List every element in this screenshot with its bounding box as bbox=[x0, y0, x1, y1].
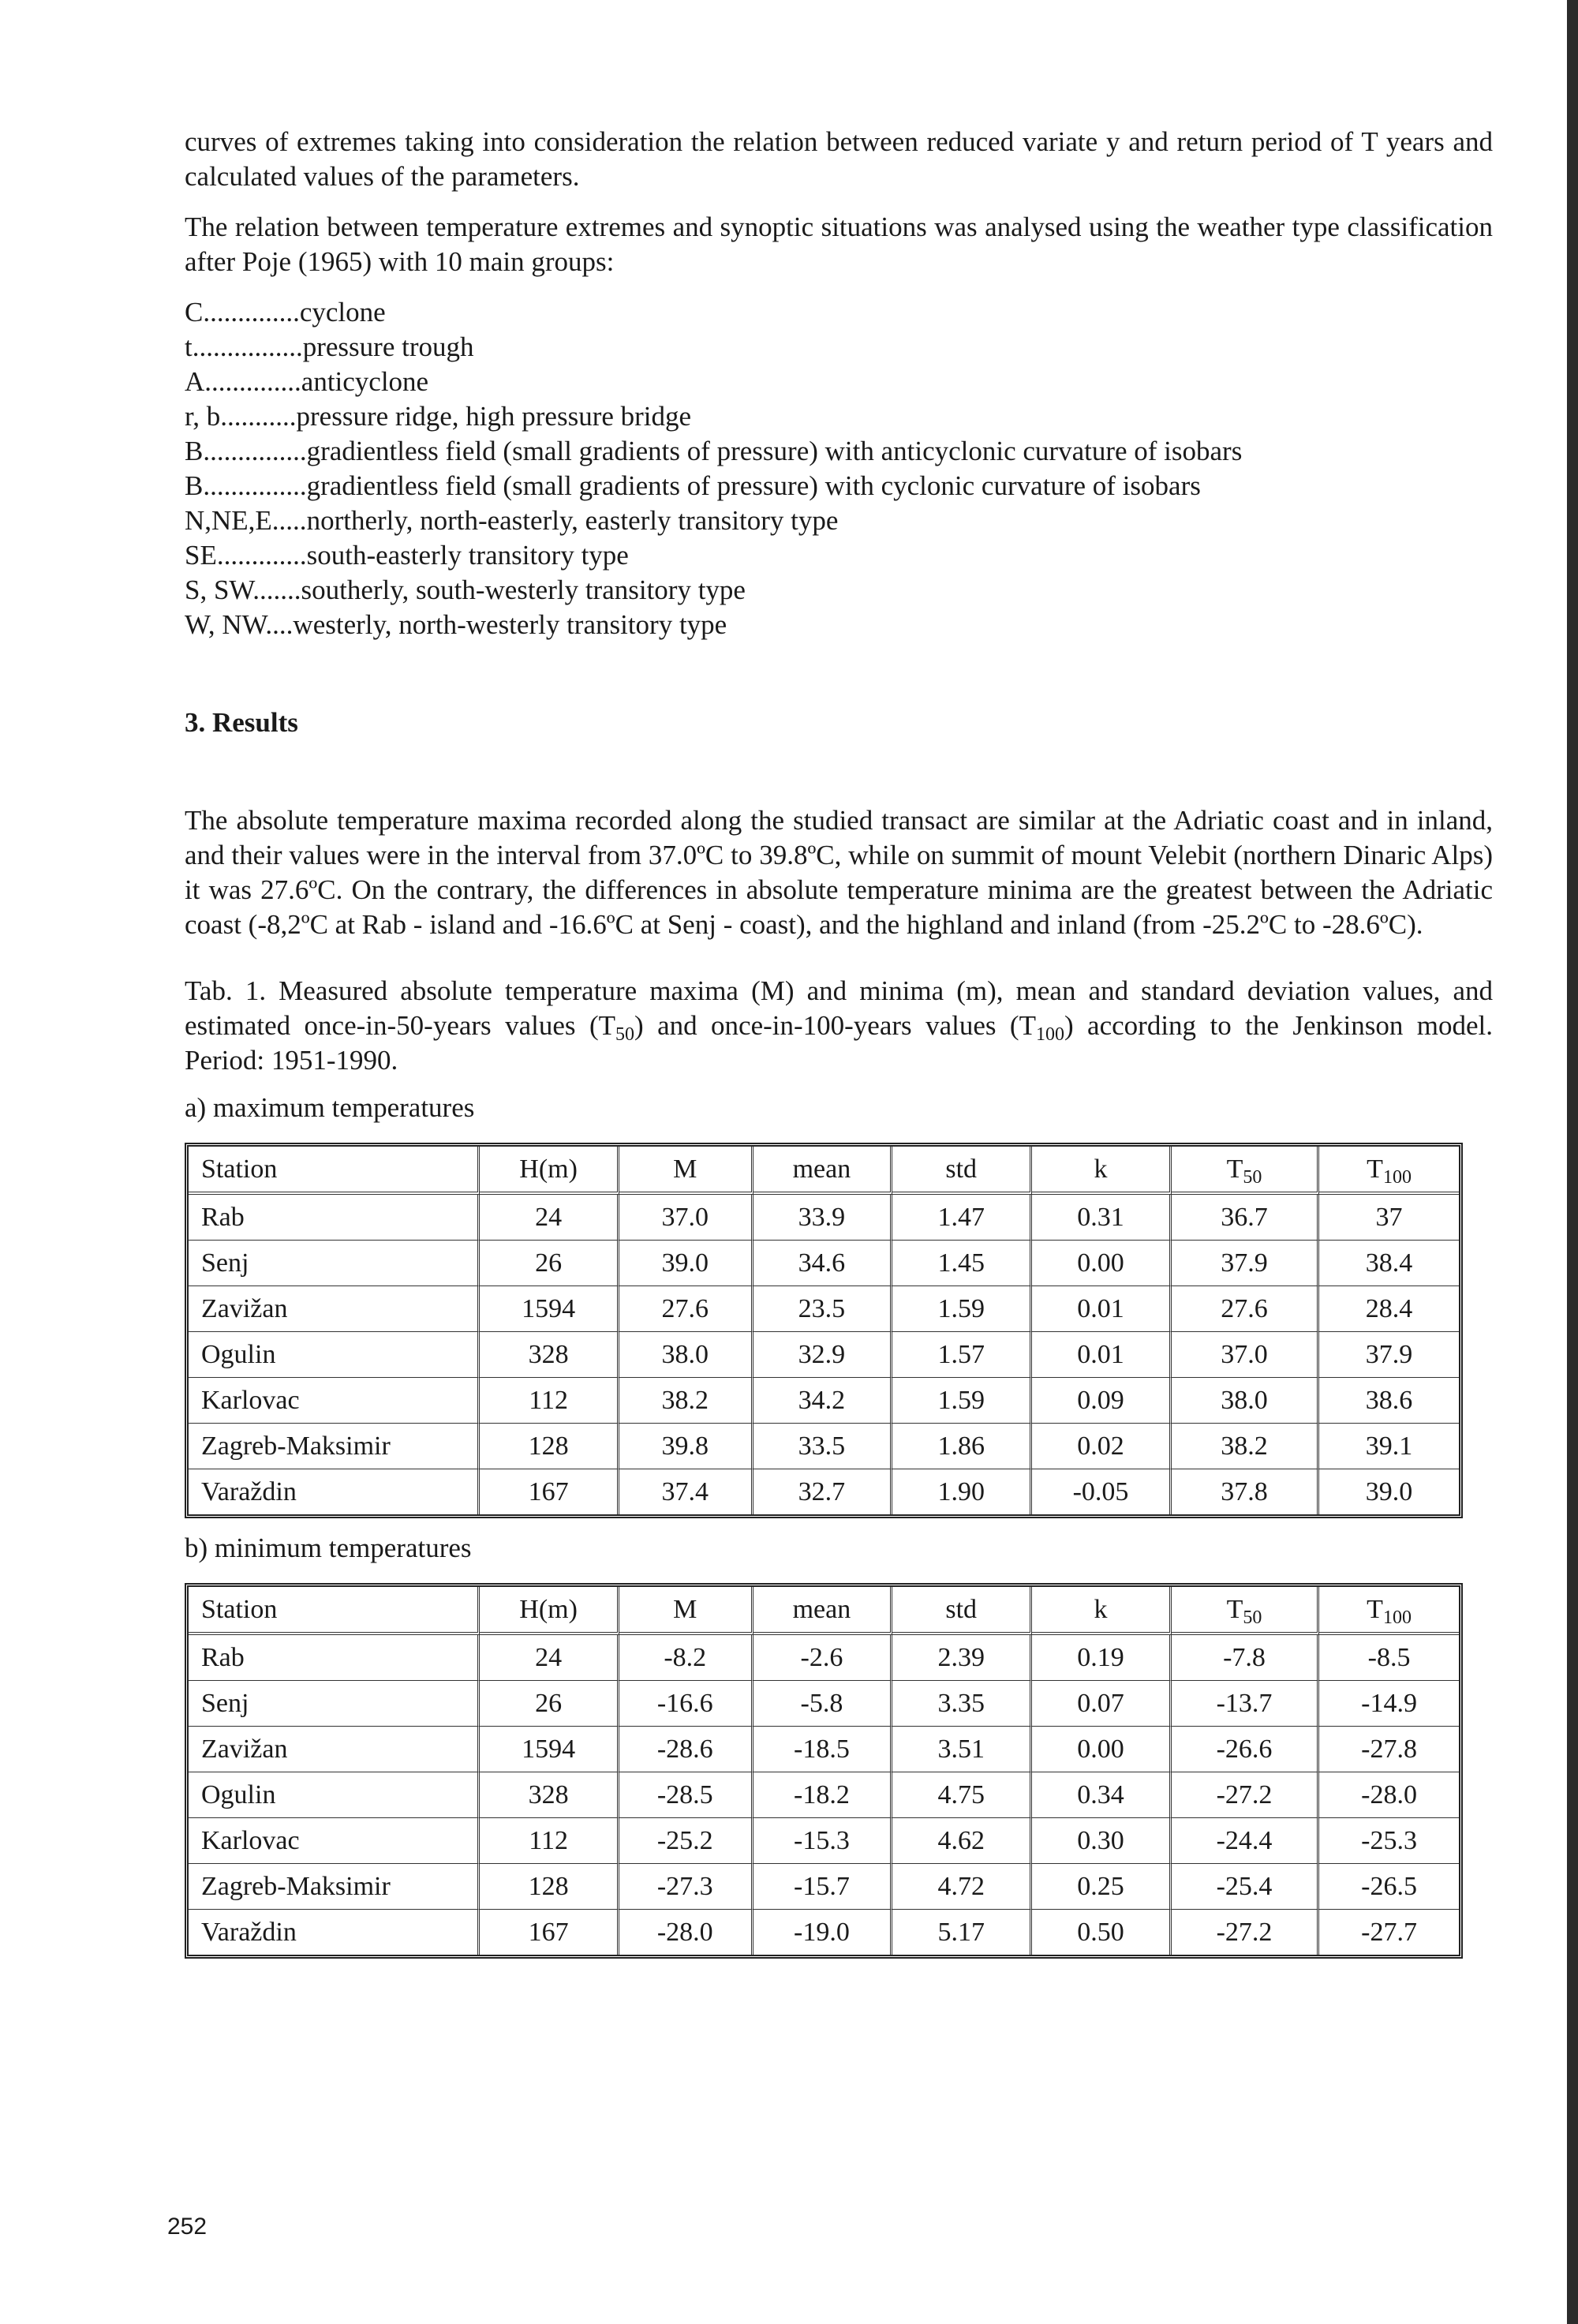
value-cell: 37 bbox=[1319, 1195, 1459, 1241]
value-cell: 1.59 bbox=[892, 1286, 1032, 1332]
value-cell: -25.3 bbox=[1319, 1818, 1459, 1864]
value-cell: 38.4 bbox=[1319, 1241, 1459, 1286]
value-cell: 112 bbox=[480, 1378, 619, 1424]
page-content bbox=[185, 125, 1493, 1959]
value-cell: 0.00 bbox=[1032, 1241, 1172, 1286]
station-cell: Zagreb-Maksimir bbox=[189, 1424, 480, 1469]
value-cell: 0.34 bbox=[1032, 1772, 1172, 1818]
station-cell: Zavižan bbox=[189, 1727, 480, 1772]
value-cell: -24.4 bbox=[1172, 1818, 1319, 1864]
col-header-mean: mean bbox=[753, 1147, 893, 1195]
value-cell: 2.39 bbox=[892, 1635, 1032, 1681]
value-cell: -26.5 bbox=[1319, 1864, 1459, 1910]
value-cell: -2.6 bbox=[753, 1635, 893, 1681]
value-cell: 34.2 bbox=[753, 1378, 893, 1424]
table-max bbox=[185, 1143, 1463, 1518]
col-header-std: std bbox=[892, 1587, 1032, 1635]
value-cell: 39.8 bbox=[619, 1424, 753, 1469]
value-cell: -7.8 bbox=[1172, 1635, 1319, 1681]
value-cell: 1.45 bbox=[892, 1241, 1032, 1286]
page-edge bbox=[1567, 0, 1578, 2324]
list-item: S, SW.......southerly, south-westerly transitory type bbox=[185, 574, 746, 605]
value-cell: 1.90 bbox=[892, 1469, 1032, 1514]
value-cell: 5.17 bbox=[892, 1910, 1032, 1955]
table-caption: Tab. 1. Measured absolute temperature maxima (M) and minima (m), mean and standard deviation values, and estimated once-in-50-years values $(T_{50})$ and once-in-100-years values $(T_{100})$ according to the Jenkinson model. Period: 1951-1990. bbox=[185, 975, 1493, 1076]
table-row bbox=[189, 1910, 1459, 1955]
col-header-h: H(m) bbox=[480, 1147, 619, 1195]
intro-paragraph-1: curves of extremes taking into consideration the relation between reduced variate y and return period of T years and calculated values of the parameters. bbox=[185, 126, 1493, 192]
value-cell: -27.2 bbox=[1172, 1772, 1319, 1818]
station-cell: Karlovac bbox=[189, 1378, 480, 1424]
value-cell: 37.0 bbox=[1172, 1332, 1319, 1378]
value-cell: -16.6 bbox=[619, 1681, 753, 1727]
value-cell: 0.30 bbox=[1032, 1818, 1172, 1864]
list-item: N,NE,E.....northerly, north-easterly, easterly transitory type bbox=[185, 505, 839, 536]
value-cell: 33.5 bbox=[753, 1424, 893, 1469]
value-cell: 32.9 bbox=[753, 1332, 893, 1378]
value-cell: 1.59 bbox=[892, 1378, 1032, 1424]
value-cell: 39.0 bbox=[619, 1241, 753, 1286]
value-cell: -27.2 bbox=[1172, 1910, 1319, 1955]
value-cell: 38.0 bbox=[1172, 1378, 1319, 1424]
value-cell: 27.6 bbox=[1172, 1286, 1319, 1332]
table-row bbox=[189, 1818, 1459, 1864]
col-header-m: M bbox=[619, 1147, 753, 1195]
list-item: A..............anticyclone bbox=[185, 366, 429, 397]
value-cell: 1.86 bbox=[892, 1424, 1032, 1469]
station-cell: Senj bbox=[189, 1681, 480, 1727]
value-cell: -25.4 bbox=[1172, 1864, 1319, 1910]
station-cell: Varaždin bbox=[189, 1910, 480, 1955]
list-item: B...............gradientless field (small gradients of pressure) with anticyclonic curvature of isobars bbox=[185, 436, 1243, 466]
table-row bbox=[189, 1424, 1459, 1469]
value-cell: 4.72 bbox=[892, 1864, 1032, 1910]
value-cell: 36.7 bbox=[1172, 1195, 1319, 1241]
value-cell: 0.02 bbox=[1032, 1424, 1172, 1469]
value-cell: 27.6 bbox=[619, 1286, 753, 1332]
table-row bbox=[189, 1378, 1459, 1424]
table-row bbox=[189, 1469, 1459, 1514]
list-item: r, b...........pressure ridge, high pressure bridge bbox=[185, 401, 692, 432]
list-item: B...............gradientless field (small gradients of pressure) with cyclonic curvature of isobars bbox=[185, 470, 1201, 501]
value-cell: 34.6 bbox=[753, 1241, 893, 1286]
list-item: SE.............south-easterly transitory type bbox=[185, 540, 629, 571]
station-cell: Rab bbox=[189, 1195, 480, 1241]
table-row bbox=[189, 1727, 1459, 1772]
table-row bbox=[189, 1635, 1459, 1681]
value-cell: 33.9 bbox=[753, 1195, 893, 1241]
station-cell: Zavižan bbox=[189, 1286, 480, 1332]
value-cell: 37.4 bbox=[619, 1469, 753, 1514]
value-cell: 0.31 bbox=[1032, 1195, 1172, 1241]
value-cell: 0.01 bbox=[1032, 1286, 1172, 1332]
value-cell: 23.5 bbox=[753, 1286, 893, 1332]
value-cell: 24 bbox=[480, 1195, 619, 1241]
value-cell: -8.5 bbox=[1319, 1635, 1459, 1681]
col-header-station: Station bbox=[189, 1587, 480, 1635]
value-cell: -8.2 bbox=[619, 1635, 753, 1681]
table-max-wrapper bbox=[185, 1143, 1493, 1518]
list-item: W, NW....westerly, north-westerly transitory type bbox=[185, 609, 727, 640]
col-header-mean: mean bbox=[753, 1587, 893, 1635]
value-cell: 0.09 bbox=[1032, 1378, 1172, 1424]
value-cell: 26 bbox=[480, 1681, 619, 1727]
value-cell: 37.0 bbox=[619, 1195, 753, 1241]
list-item: t................pressure trough bbox=[185, 331, 474, 362]
col-header-k: k bbox=[1032, 1147, 1172, 1195]
value-cell: -28.0 bbox=[1319, 1772, 1459, 1818]
value-cell: -27.3 bbox=[619, 1864, 753, 1910]
value-cell: 1594 bbox=[480, 1286, 619, 1332]
value-cell: 0.00 bbox=[1032, 1727, 1172, 1772]
value-cell: 4.62 bbox=[892, 1818, 1032, 1864]
value-cell: 1.57 bbox=[892, 1332, 1032, 1378]
col-header-t100: $T_{100}$ bbox=[1319, 1147, 1459, 1195]
value-cell: 38.2 bbox=[619, 1378, 753, 1424]
value-cell: 37.9 bbox=[1172, 1241, 1319, 1286]
value-cell: 3.35 bbox=[892, 1681, 1032, 1727]
results-paragraph: The absolute temperature maxima recorded along the studied transact are similar at the Adriatic coast and in inland, and their values were in the interval from 37.0ºC to 39.8ºC, while on summit of mount Velebit (northern Dinaric Alps) it was 27.6ºC. On the contrary, the differences in absolute temperature minima are the greatest between the Adriatic coast (-8,2ºC at Rab - island and -16.6ºC at Senj - coast), and the highland and inland (from -25.2ºC to -28.6ºC). bbox=[185, 805, 1493, 940]
page-number: 252 bbox=[167, 2214, 208, 2240]
value-cell: 0.07 bbox=[1032, 1681, 1172, 1727]
station-cell: Senj bbox=[189, 1241, 480, 1286]
value-cell: -5.8 bbox=[753, 1681, 893, 1727]
value-cell: 38.0 bbox=[619, 1332, 753, 1378]
table-row bbox=[189, 1241, 1459, 1286]
value-cell: 167 bbox=[480, 1910, 619, 1955]
col-header-k: k bbox=[1032, 1587, 1172, 1635]
station-cell: Karlovac bbox=[189, 1818, 480, 1864]
value-cell: 128 bbox=[480, 1864, 619, 1910]
value-cell: -19.0 bbox=[753, 1910, 893, 1955]
value-cell: -28.6 bbox=[619, 1727, 753, 1772]
station-cell: Rab bbox=[189, 1635, 480, 1681]
table-row bbox=[189, 1332, 1459, 1378]
table-row bbox=[189, 1772, 1459, 1818]
value-cell: 112 bbox=[480, 1818, 619, 1864]
station-cell: Ogulin bbox=[189, 1332, 480, 1378]
col-header-m: M bbox=[619, 1587, 753, 1635]
col-header-t50: $T_{50}$ bbox=[1172, 1147, 1319, 1195]
value-cell: 24 bbox=[480, 1635, 619, 1681]
value-cell: -27.7 bbox=[1361, 1917, 1417, 1947]
value-cell: 39.1 bbox=[1319, 1424, 1459, 1469]
col-header-std: std bbox=[892, 1147, 1032, 1195]
table-row bbox=[189, 1864, 1459, 1910]
station-cell: Zagreb-Maksimir bbox=[189, 1864, 480, 1910]
col-header-h: H(m) bbox=[480, 1587, 619, 1635]
list-item: C..............cyclone bbox=[185, 297, 386, 327]
value-cell: 328 bbox=[480, 1772, 619, 1818]
value-cell: -25.2 bbox=[619, 1818, 753, 1864]
table-min-wrapper bbox=[185, 1583, 1493, 1959]
weather-type-list bbox=[185, 295, 1493, 642]
value-cell: -18.2 bbox=[753, 1772, 893, 1818]
value-cell: -26.6 bbox=[1172, 1727, 1319, 1772]
value-cell: 0.01 bbox=[1032, 1332, 1172, 1378]
station-cell: Varaždin bbox=[189, 1469, 480, 1514]
value-cell: 167 bbox=[480, 1469, 619, 1514]
section-heading: 3. Results bbox=[185, 707, 298, 738]
table-max-label: a) maximum temperatures bbox=[185, 1092, 475, 1123]
value-cell: -0.05 bbox=[1032, 1469, 1172, 1514]
value-cell: 1.47 bbox=[892, 1195, 1032, 1241]
value-cell: 4.75 bbox=[892, 1772, 1032, 1818]
value-cell: 128 bbox=[480, 1424, 619, 1469]
value-cell: -28.0 bbox=[619, 1910, 753, 1955]
value-cell: -14.9 bbox=[1319, 1681, 1459, 1727]
value-cell: 28.4 bbox=[1319, 1286, 1459, 1332]
intro-paragraph-2: The relation between temperature extremes and synoptic situations was analysed using the weather type classification after Poje (1965) with 10 main groups: bbox=[185, 211, 1493, 277]
col-header-t100: $T_{100}$ bbox=[1319, 1587, 1459, 1635]
table-min bbox=[185, 1583, 1463, 1959]
value-cell: 37.8 bbox=[1172, 1469, 1319, 1514]
value-cell: 37.9 bbox=[1319, 1332, 1459, 1378]
value-cell: 38.2 bbox=[1172, 1424, 1319, 1469]
value-cell: -28.5 bbox=[619, 1772, 753, 1818]
table-row bbox=[189, 1681, 1459, 1727]
table-max-body bbox=[189, 1195, 1459, 1514]
col-header-station: Station bbox=[189, 1147, 480, 1195]
value-cell: 39.0 bbox=[1365, 1476, 1413, 1506]
value-cell: 3.51 bbox=[892, 1727, 1032, 1772]
table-header-row bbox=[189, 1147, 1459, 1195]
value-cell: -18.5 bbox=[753, 1727, 893, 1772]
value-cell: -15.3 bbox=[753, 1818, 893, 1864]
col-header-t50: $T_{50}$ bbox=[1172, 1587, 1319, 1635]
table-min-label: b) minimum temperatures bbox=[185, 1532, 472, 1563]
value-cell: 0.25 bbox=[1032, 1864, 1172, 1910]
station-cell: Ogulin bbox=[189, 1772, 480, 1818]
value-cell: 0.19 bbox=[1032, 1635, 1172, 1681]
value-cell: 32.7 bbox=[753, 1469, 893, 1514]
value-cell: 38.6 bbox=[1319, 1378, 1459, 1424]
table-header-row bbox=[189, 1587, 1459, 1635]
value-cell: -27.8 bbox=[1319, 1727, 1459, 1772]
value-cell: 0.50 bbox=[1032, 1910, 1172, 1955]
table-row bbox=[189, 1195, 1459, 1241]
value-cell: 328 bbox=[480, 1332, 619, 1378]
value-cell: -13.7 bbox=[1172, 1681, 1319, 1727]
value-cell: -15.7 bbox=[753, 1864, 893, 1910]
value-cell: 1594 bbox=[480, 1727, 619, 1772]
value-cell: 26 bbox=[480, 1241, 619, 1286]
table-row bbox=[189, 1286, 1459, 1332]
table-min-body bbox=[189, 1635, 1459, 1955]
